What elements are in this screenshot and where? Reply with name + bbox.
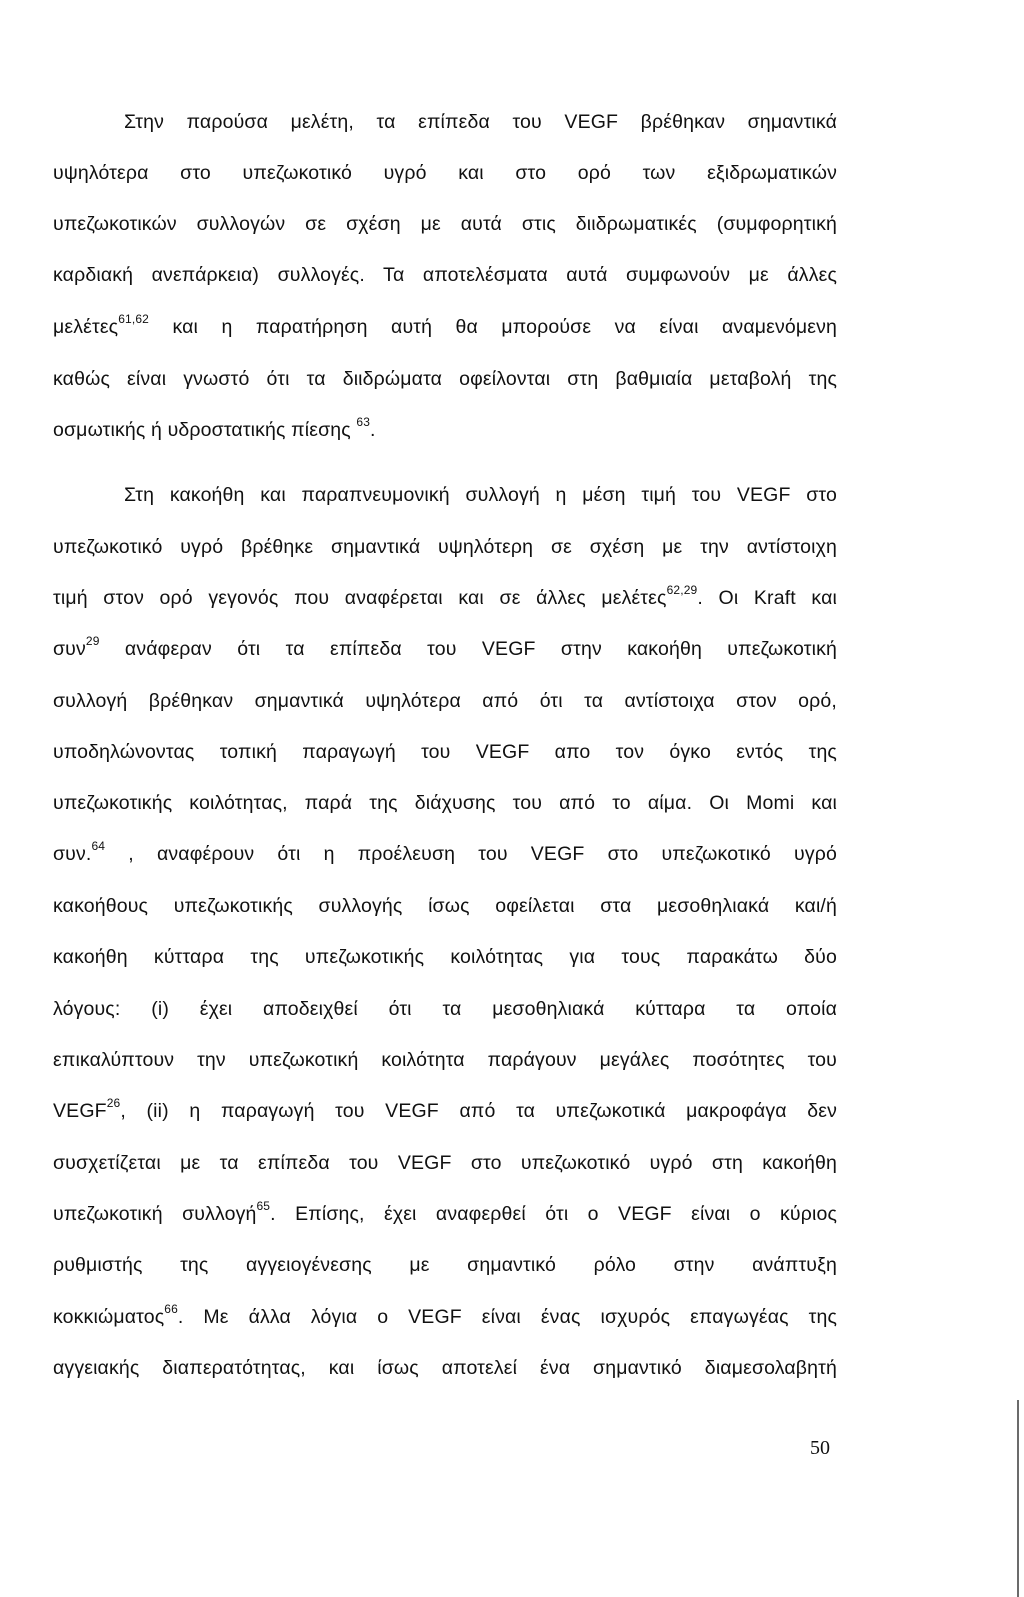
paragraph-2-line-8 xyxy=(53,838,837,866)
line-text: . Επίσης, έχει αναφερθεί ότι ο VEGF είναι ο κύριος xyxy=(270,1203,837,1225)
citation-ref: 66 xyxy=(164,1301,178,1316)
paragraph-1-line-6: καθώς είναι γνωστό ότι τα διιδρώματα οφείλονται στη βαθμιαία μεταβολή της xyxy=(53,368,837,390)
line-text: κοκκιώματος xyxy=(53,1306,165,1328)
line-text: και η παρατήρηση αυτή θα μπορούσε να είναι αναμενόμενη xyxy=(149,316,837,338)
paragraph-2-line-1: Στη κακοήθη και παραπνευμονική συλλογή η μέση τιμή του VEGF στο xyxy=(124,484,837,506)
paragraph-2-line-18: αγγειακής διαπερατότητας, και ίσως αποτελεί ένα σημαντικό διαμεσολαβητή xyxy=(53,1357,837,1379)
line-text: συν xyxy=(53,638,86,660)
line-text: . Με άλλα λόγια ο VEGF είναι ένας ισχυρός επαγωγέας της xyxy=(177,1306,837,1328)
paragraph-2-line-10: κακοήθη κύτταρα της υπεζωκοτικής κοιλότητας για τους παρακάτω δύο xyxy=(53,946,837,968)
line-text: . Οι Kraft και xyxy=(697,587,837,609)
line-text: υπεζωκοτική συλλογή xyxy=(53,1203,257,1225)
citation-ref: 63 xyxy=(356,414,371,429)
paragraph-1-line-3: υπεζωκοτικών συλλογών σε σχέση με αυτά στις διιδρωματικές (συμφορητική xyxy=(53,213,837,235)
paragraph-2-line-6: υποδηλώνοντας τοπική παραγωγή του VEGF απο τον όγκο εντός της xyxy=(53,741,837,763)
citation-ref: 62,29 xyxy=(666,582,698,597)
line-text: ανάφεραν ότι τα επίπεδα του VEGF στην κακοήθη υπεζωκοτική xyxy=(99,638,837,660)
paragraph-2-line-5: συλλογή βρέθηκαν σημαντικά υψηλότερα από ότι τα αντίστοιχα στον ορό, xyxy=(53,690,837,712)
line-text: , αναφέρουν ότι η προέλευση του VEGF στο υπεζωκοτικό υγρό xyxy=(105,843,837,865)
paragraph-2-line-14: συσχετίζεται με τα επίπεδα του VEGF στο υπεζωκοτικό υγρό στη κακοήθη xyxy=(53,1152,837,1174)
paragraph-1-line-1: Στην παρούσα μελέτη, τα επίπεδα του VEGF βρέθηκαν σημαντικά xyxy=(124,111,837,133)
paragraph-2-line-13 xyxy=(53,1095,837,1123)
citation-ref: 65 xyxy=(256,1198,271,1213)
line-text: μελέτες xyxy=(53,316,119,338)
paragraph-1-line-7 xyxy=(53,414,837,442)
line-text: , (ii) η παραγωγή του VEGF από τα υπεζωκοτικά μακροφάγα δεν xyxy=(120,1100,837,1122)
citation-ref: 64 xyxy=(91,838,106,853)
paragraph-1-line-2: υψηλότερα στο υπεζωκοτικό υγρό και στο ορό των εξιδρωματικών xyxy=(53,162,837,184)
scan-edge-divider xyxy=(1017,1400,1019,1597)
paragraph-1-line-4: καρδιακή ανεπάρκεια) συλλογές. Τα αποτελέσματα αυτά συμφωνούν με άλλες xyxy=(53,264,837,286)
paragraph-2-line-12: επικαλύπτουν την υπεζωκοτική κοιλότητα παράγουν μεγάλες ποσότητες του xyxy=(53,1049,837,1071)
line-text: τιμή στον ορό γεγονός που αναφέρεται και σε άλλες μελέτες xyxy=(53,587,667,609)
line-text: οσμωτικής ή υδροστατικής πίεσης xyxy=(53,419,357,441)
paragraph-1-line-5 xyxy=(53,311,837,339)
paragraph-2-line-4 xyxy=(53,633,837,661)
citation-ref: 26 xyxy=(106,1095,121,1110)
citation-ref: 61,62 xyxy=(118,311,149,326)
paragraph-2-line-15 xyxy=(53,1198,837,1226)
line-text: . xyxy=(370,419,376,441)
paragraph-2-line-2: υπεζωκοτικό υγρό βρέθηκε σημαντικά υψηλότερη σε σχέση με την αντίστοιχη xyxy=(53,536,837,558)
paragraph-2-line-7: υπεζωκοτικής κοιλότητας, παρά της διάχυσης του από το αίμα. Οι Momi και xyxy=(53,792,837,814)
page-number: 50 xyxy=(810,1437,830,1459)
paragraph-2-line-9: κακοήθους υπεζωκοτικής συλλογής ίσως οφείλεται στα μεσοθηλιακά και/ή xyxy=(53,895,837,917)
line-text: συν. xyxy=(53,843,92,865)
paragraph-2-line-17 xyxy=(53,1301,837,1329)
citation-ref: 29 xyxy=(85,633,100,648)
line-text: VEGF xyxy=(53,1100,107,1122)
paragraph-2-line-16: ρυθμιστής της αγγειογένεσης με σημαντικό ρόλο στην ανάπτυξη xyxy=(53,1254,837,1276)
paragraph-2-line-3 xyxy=(53,582,837,610)
paragraph-2-line-11: λόγους: (i) έχει αποδειχθεί ότι τα μεσοθηλιακά κύτταρα τα οποία xyxy=(53,998,837,1020)
